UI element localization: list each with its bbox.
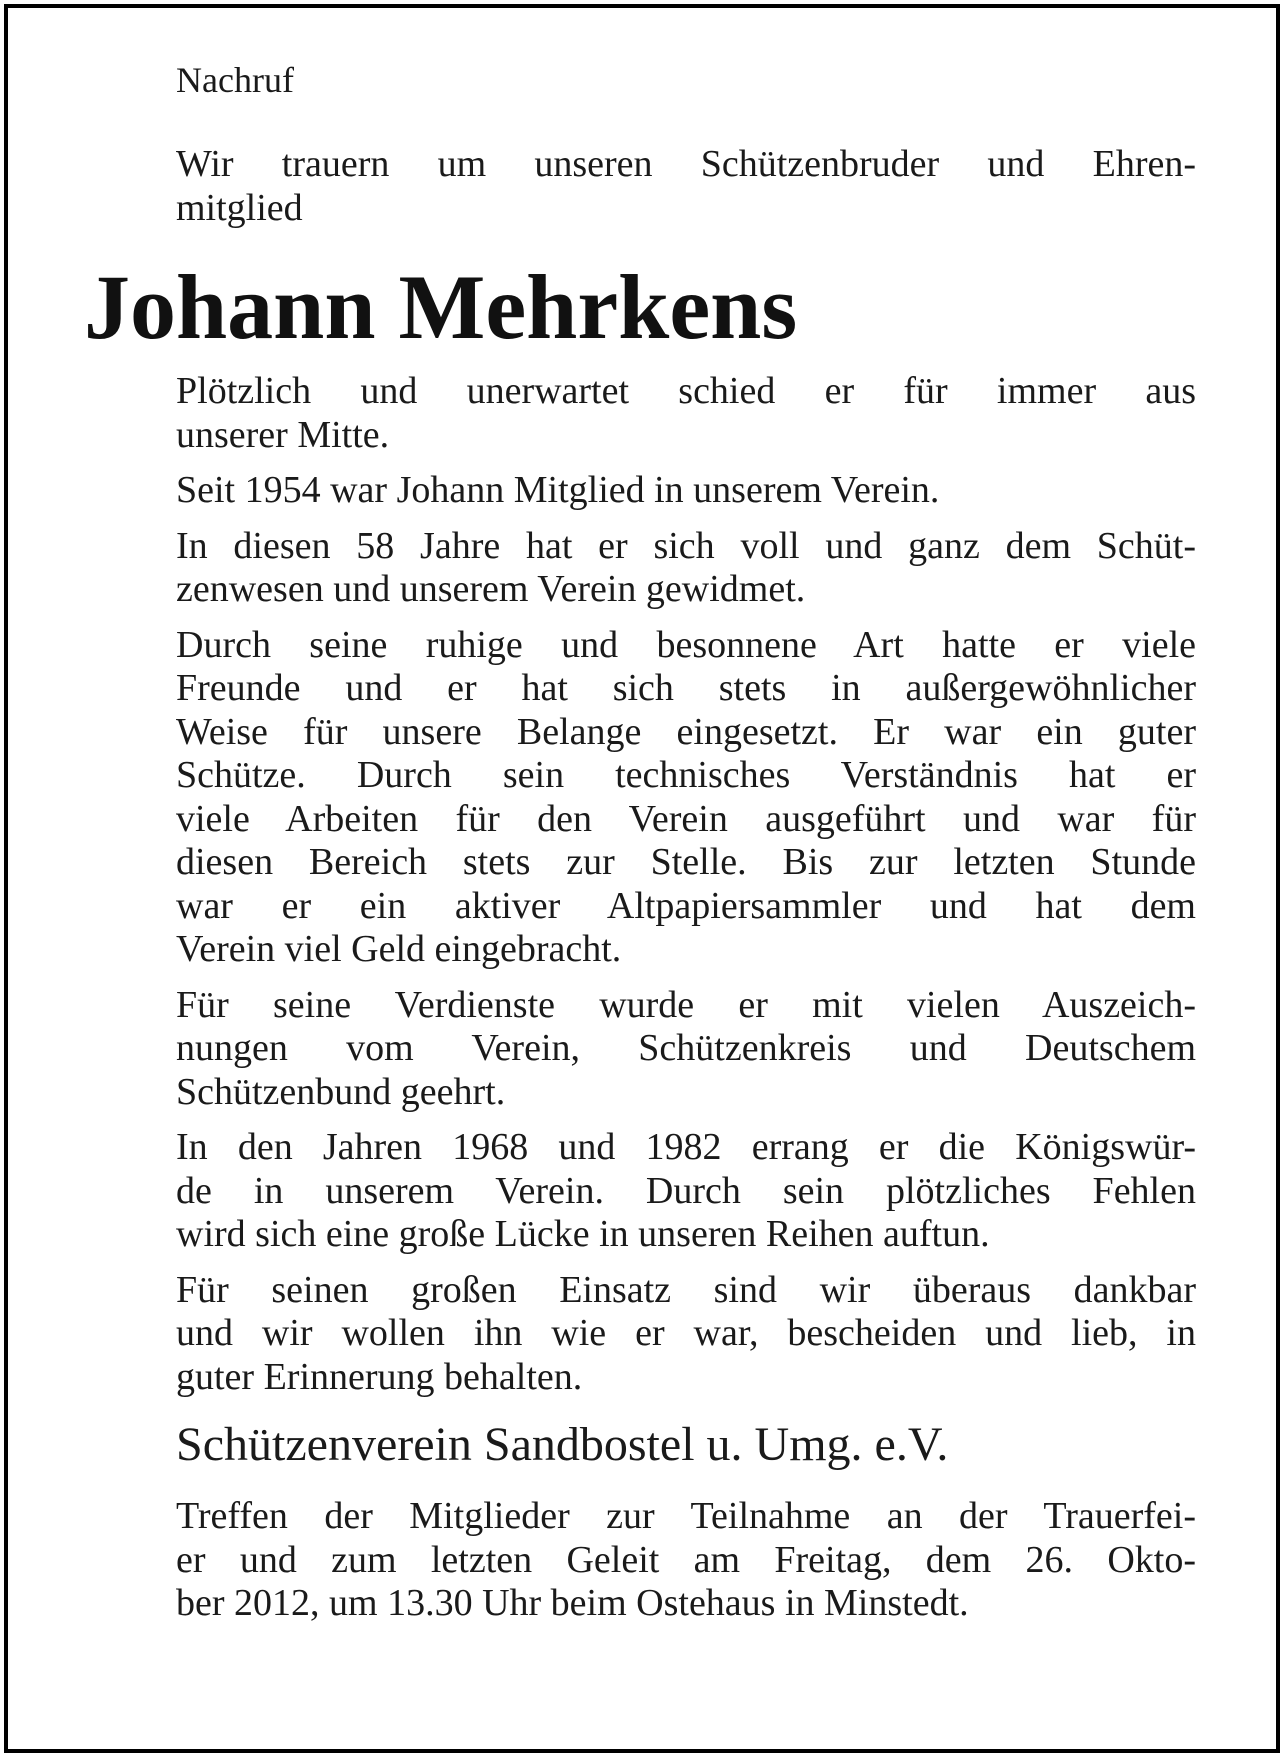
paragraph-line: Durch seine ruhige und besonnene Art hatte er viele [176,623,1196,666]
paragraph-line: unserer Mitte. [176,413,390,456]
paragraph-line: diesen Bereich stets zur Stelle. Bis zur letzten Stunde [176,841,1196,883]
intro-line: mitglied [176,187,303,229]
paragraph [176,469,1196,513]
paragraph-line: In diesen 58 Jahre hat er sich voll und ganz dem Schüt- [176,524,1196,567]
closing-text [176,1495,1196,1626]
closing-line: er und zum letzten Geleit am Freitag, dem 26. Okto- [176,1538,1196,1581]
paragraph-line: war er ein aktiver Altpapiersammler und hat dem [176,884,1196,927]
paragraph-line: Freunde und er hat sich stets in außergewöhnlicher [176,667,1196,709]
paragraph-line: Schützenbund geehrt. [176,1070,506,1113]
paragraph-line: Plötzlich und unerwartet schied er für immer aus [176,370,1196,412]
paragraph [176,1269,1196,1400]
club-name: Schützenverein Sandbostel u. Umg. e.V. [176,1418,949,1471]
paragraph-line: In den Jahren 1968 und 1982 errang er die Königswür- [176,1126,1196,1168]
paragraph [176,624,1196,972]
deceased-name: Johann Mehrkens [84,256,798,358]
paragraph-line: Schütze. Durch sein technisches Verständnis hat er [176,754,1196,796]
paragraph-line: nungen vom Verein, Schützenkreis und Deutschem [176,1027,1196,1069]
paragraph-line: Verein viel Geld eingebracht. [176,928,622,970]
paragraph-line: Für seinen großen Einsatz sind wir überaus dankbar [176,1268,1196,1311]
paragraph-line: zenwesen und unserem Verein gewidmet. [176,568,806,610]
paragraph-line: Weise für unsere Belange eingesetzt. Er war ein guter [176,710,1196,753]
paragraph-line: wird sich eine große Lücke in unseren Reihen auftun. [176,1213,990,1255]
paragraph-line: viele Arbeiten für den Verein ausgeführt und war für [176,797,1196,840]
paragraph-line: Seit 1954 war Johann Mitglied in unserem Verein. [176,469,940,511]
paragraph-line: de in unserem Verein. Durch sein plötzliches Fehlen [176,1169,1196,1212]
intro-line: Wir trauern um unseren Schützenbruder und Ehren- [176,143,1196,185]
closing-line: Treffen der Mitglieder zur Teilnahme an der Trauerfei- [176,1495,1196,1537]
paragraph-line: Für seine Verdienste wurde er mit vielen Auszeich- [176,983,1196,1026]
paragraph-line: und wir wollen ihn wie er war, bescheiden und lieb, in [176,1312,1196,1354]
obituary-body [176,370,1196,1626]
paragraph-line: guter Erinnerung behalten. [176,1355,583,1398]
paragraph [176,1126,1196,1257]
intro-text [176,142,1196,230]
paragraph [176,370,1196,457]
closing-line: ber 2012, um 13.30 Uhr beim Ostehaus in Minstedt. [176,1582,969,1624]
paragraph [176,984,1196,1115]
paragraph [176,525,1196,612]
heading: Nachruf [176,60,294,100]
obituary-header [176,58,1196,230]
paragraph-list [176,370,1196,1399]
